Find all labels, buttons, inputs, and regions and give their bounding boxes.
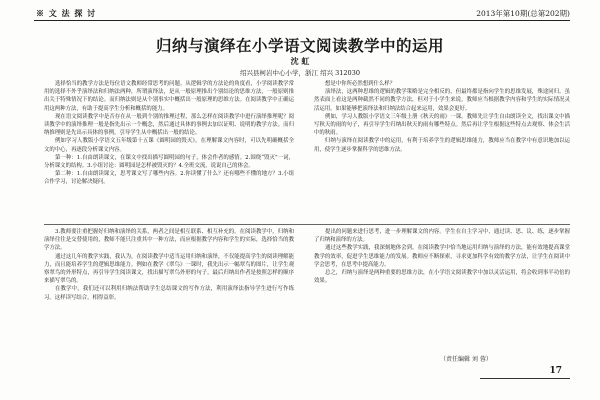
article-author: 沈 虹 [290, 56, 310, 66]
footer-rule [480, 378, 570, 379]
paragraph: 第一种：1.自由朗读课文，在课文中找出描写圆明园的句子，体会作者的感情。2.围绕“毁灭”一词，分析课文的结构。3.小组讨论：圆明园是怎样被毁灭的？4.全班交流，说说自己的体会。 [44, 154, 294, 170]
paragraph: 总之，归纳与演绎是两种重要的思维方法，在小学语文阅读教学中加以灵活运用，将会收到事半功倍的效果。 [314, 270, 570, 285]
issue-label: 2013年第10期(总第202期) [476, 9, 570, 18]
paragraph: 3.教师要注重把握好归纳和演绎的关系，两者之间是相互联系、相互补充的。在阅读教学中，归纳和演绎往往是交替使用的，教师不能只注重其中一种方法，而应根据教学内容和学生的实际，选择恰当的教学方法。 [44, 229, 294, 252]
paragraph: 通过这些教学实践，我深刻地体会到，在阅读教学中恰当地运用归纳与演绎的方法，能有效地提高课堂教学的效率，促进学生思维能力的发展。教师应不断探索，寻求更加科学有效的教学方法，让学生在阅读中学会思考，在思考中提高能力。 [314, 245, 570, 268]
paragraph: 想是中你所必然想到什么样？ [325, 81, 396, 87]
paragraph: 提出的问题来进行思考，进一步理解课文的内容。学生在自主学习中，通过读、思、议、练，逐步掌握了归纳和演绎的方法。 [314, 229, 570, 244]
text-column-2 [314, 80, 570, 222]
editor-credit: （责任编辑 刘 蓉） [440, 356, 492, 363]
paragraph: 通过这几年的教学实践，我认为，在阅读教学中适当运用归纳和演绎，不仅能提高学生的阅读理解能力，而且能培养学生的逻辑思维能力。例如在教学《翠鸟》一课时，我先出示一幅翠鸟的图片，让学生观察翠鸟的外形特点，再引导学生阅读课文，找出描写翠鸟外形的句子，最后归纳出作者是按照怎样的顺序来描写翠鸟的。 [44, 253, 294, 285]
paragraph: 例如，学习人教版小学语文三年级上册《秋天的雨》一课，教师先让学生自由朗读全文，找出课文中描写秋天的雨的句子，再引导学生归纳出秋天的雨有哪些特点。然后再让学生根据这些特点去观察、体会生活中的秋雨。 [314, 113, 570, 137]
paragraph: 归纳与演绎在阅读教学中的运用，有利于培养学生的逻辑思维能力，教师应当在教学中有意识地加以运用，使学生逐步掌握科学的思维方法。 [314, 138, 570, 153]
author-affiliation: 绍兴县柯岩中心小学，浙江 绍兴 312030 [240, 69, 360, 77]
text-column-1 [44, 80, 294, 222]
paragraph: 现在语文阅读教学中是否存在从一般到个别的推理过程，那么怎样在阅读教学中进行演绎推理呢？阅读教学中的演绎推理一般是指先出示一个概念，然后通过具体的事例去加以证明、说明的教学方法。而归纳推理则是先出示具体的事例，引导学生从中概括出一般的结论。 [44, 113, 294, 137]
column-divider [44, 224, 570, 225]
text-column-3 [44, 228, 294, 378]
text-column-4 [314, 228, 570, 350]
paragraph: 演绎法，这两种思维的逻辑的教学策略是完全相反的，但最终都是指向学生的思维发展，殊途同归。虽然表面上看这是两种截然不同的教学方法，但对于小学生来说，教师应当根据教学内容和学生的实际情况灵活运用。如果能够把演绎法和归纳法结合起来运用，效果会更好。 [314, 89, 570, 112]
paragraph: 在教学中，我们还可以利用归纳法帮助学生总结课文的写作方法，利用演绎法指导学生进行写作练习。这样读写结合，相得益彰。 [44, 286, 294, 301]
article-title: 归纳与演绎在小学语文阅读教学中的运用 [155, 36, 444, 55]
paragraph: 第二种：1.自由朗读课文，思考课文写了哪些内容。2.你读懂了什么？还有哪些不懂的地方？3.小组合作学习，讨论解决疑问。 [44, 171, 294, 186]
paragraph: 例如学习人教版小学语文五年级第十五课《圆明园的毁灭》，在理解课文内容时，可以先明确概括全文的中心，再逐段分析课文内容。 [44, 138, 294, 153]
section-label: ※ 文 法 探 讨 [36, 8, 97, 18]
page-number: 17 [549, 366, 562, 376]
paragraph: 选择恰当的教学方法是每位语文教师经常思考的问题。从逻辑学的方法论的角度看，小学阅读教学常用的选择不外乎演绎法和归纳法两种，所谓演绎法，是从一般原理推出个别结论的思维方法，一般原则推出关于特殊情况下的结论。而归纳法则是从个别事实中概括出一般原理的思维方法。在阅读教学中正确运用这两种方法，有助于提高学生分析和概括的能力。 [44, 81, 294, 112]
header-rule [34, 20, 570, 21]
